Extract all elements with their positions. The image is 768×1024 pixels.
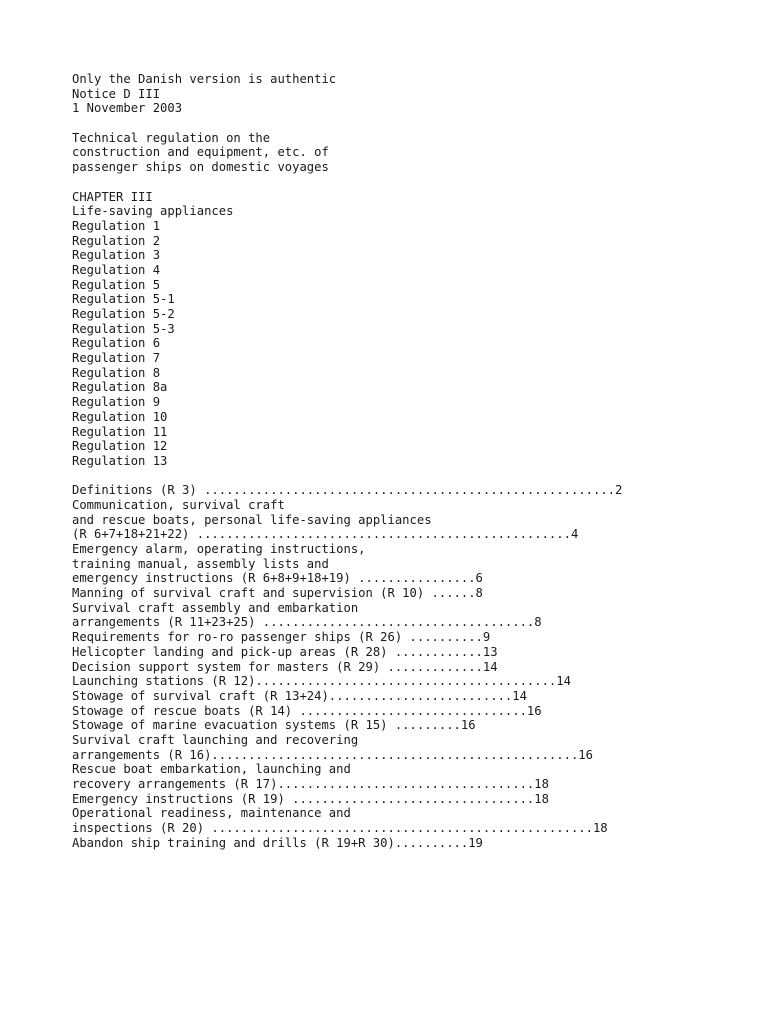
regulation-item: Regulation 13	[72, 453, 168, 468]
toc-line: Emergency alarm, operating instructions,	[72, 542, 366, 556]
title-line: construction and equipment, etc. of	[72, 145, 329, 160]
toc-line: Helicopter landing and pick-up areas (R 28) ............13	[72, 644, 498, 659]
toc-line: inspections (R 20) ....................................................18	[72, 821, 608, 836]
toc-line: Emergency instructions (R 19) .................................18	[72, 791, 549, 806]
regulation-item: Regulation 5	[72, 277, 161, 292]
regulation-item: Regulation 5-3	[72, 321, 175, 336]
document-title	[72, 131, 752, 175]
spacer	[72, 469, 752, 484]
spacer	[72, 116, 752, 131]
toc-line: Operational readiness, maintenance and	[72, 806, 351, 821]
notice-date: 1 November 2003	[72, 101, 183, 116]
toc-line: arrangements (R 11+23+25) .....................................8	[72, 615, 542, 630]
toc-line: Manning of survival craft and supervision (R 10) ......8	[72, 586, 483, 601]
regulation-item: Regulation 8	[72, 365, 161, 380]
title-line: Technical regulation on the	[72, 130, 271, 145]
chapter-name: Life-saving appliances	[72, 204, 234, 219]
toc-line: Decision support system for masters (R 29) .............14	[72, 659, 498, 674]
toc-line: Stowage of survival craft (R 13+24).........................14	[72, 688, 527, 703]
toc-line: (R 6+7+18+21+22) ...................................................4	[72, 527, 579, 542]
authenticity-note: Only the Danish version is authentic	[72, 72, 337, 86]
regulation-item: Regulation 5-1	[72, 292, 175, 307]
toc-line: Definitions (R 3) ........................................................2	[72, 483, 623, 498]
chapter-number: CHAPTER III	[72, 189, 153, 204]
toc-line: training manual, assembly lists and	[72, 556, 329, 571]
regulation-item: Regulation 7	[72, 351, 161, 366]
toc-line: Stowage of marine evacuation systems (R 15) .........16	[72, 718, 476, 733]
regulation-item: Regulation 2	[72, 233, 161, 248]
regulation-item: Regulation 6	[72, 336, 161, 351]
notice-id: Notice D III	[72, 86, 161, 101]
toc-line: Abandon ship training and drills (R 19+R 30)..........19	[72, 835, 483, 850]
table-of-contents	[72, 483, 752, 850]
toc-line: Communication, survival craft	[72, 497, 285, 512]
regulation-item: Regulation 5-2	[72, 307, 175, 321]
toc-line: Launching stations (R 12).........................................14	[72, 674, 571, 689]
regulation-item: Regulation 8a	[72, 380, 168, 395]
toc-line: Requirements for ro-ro passenger ships (R 26) ..........9	[72, 630, 491, 645]
regulation-item: Regulation 3	[72, 248, 161, 263]
spacer	[72, 175, 752, 190]
regulation-item: Regulation 4	[72, 262, 161, 277]
title-line: passenger ships on domestic voyages	[72, 160, 329, 175]
toc-line: Stowage of rescue boats (R 14) ...............................16	[72, 703, 542, 718]
toc-line: Survival craft assembly and embarkation	[72, 600, 359, 615]
regulation-item: Regulation 9	[72, 395, 161, 410]
document-page	[72, 72, 752, 850]
toc-line: Rescue boat embarkation, launching and	[72, 762, 351, 777]
regulation-item: Regulation 11	[72, 424, 168, 439]
regulation-list	[72, 219, 752, 469]
toc-line: emergency instructions (R 6+8+9+18+19) ................6	[72, 571, 483, 586]
regulation-item: Regulation 12	[72, 439, 168, 454]
toc-line: Survival craft launching and recovering	[72, 732, 359, 747]
toc-line: recovery arrangements (R 17)...................................18	[72, 777, 549, 791]
toc-line: arrangements (R 16)..................................................16	[72, 747, 593, 762]
regulation-item: Regulation 10	[72, 409, 168, 424]
regulation-item: Regulation 1	[72, 218, 161, 233]
toc-line: and rescue boats, personal life-saving appliances	[72, 512, 432, 527]
